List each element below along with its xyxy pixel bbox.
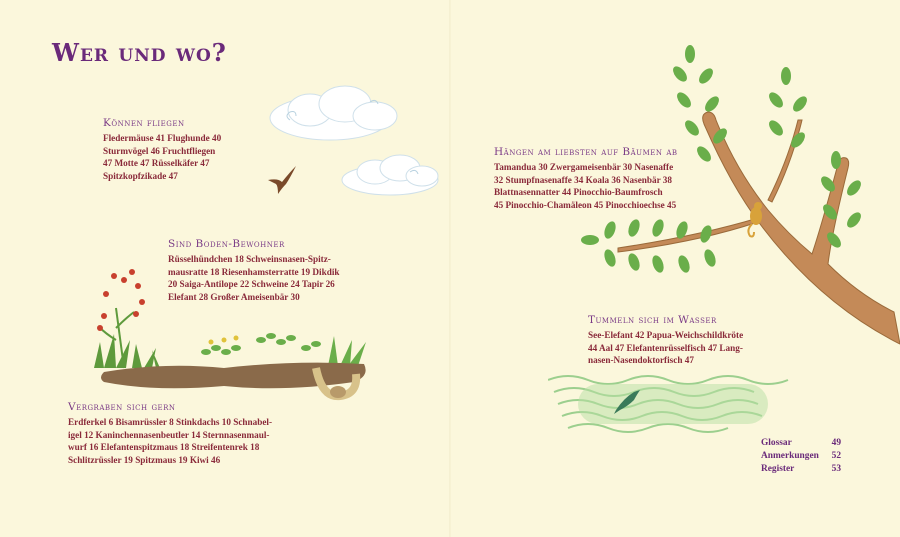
text-line: 47 Motte 47 Rüsselkäfer 47: [103, 158, 210, 168]
section-body: [494, 161, 694, 211]
text-line: 44 Aal 47 Elefantenrüsselfisch 47 Lang-: [588, 342, 743, 353]
index-row[interactable]: [761, 463, 841, 476]
section-heading: Hängen am liebsten auf Bäumen ab: [494, 146, 678, 158]
section-body: [68, 416, 288, 466]
water-fill: [578, 384, 768, 424]
index-page: 49: [831, 438, 841, 448]
index-label: Anmerkungen: [761, 451, 819, 462]
section-heading: Vergraben sich gern: [68, 401, 176, 413]
water-illustration: [548, 370, 798, 442]
berries: [97, 269, 145, 331]
section-vergraben: [68, 401, 288, 466]
animal-in-burrow: [330, 386, 346, 398]
flowers: [209, 336, 239, 345]
index-page: 53: [831, 464, 841, 475]
section-heading: Tummeln sich im Wasser: [588, 314, 717, 326]
text-line: Sturmvögel 46 Fruchtfliegen: [103, 145, 216, 156]
text-line: Blattnasennatter 44 Pinocchio-Baumfrosch: [494, 187, 663, 197]
index-row[interactable]: [761, 450, 841, 463]
section-wasser: [588, 314, 788, 367]
grass-right: [328, 336, 366, 366]
page-title: Wer und wo?: [52, 38, 227, 67]
text-line: Tamandua 30 Zwergameisenbär 30 Nasenaffe: [494, 162, 674, 172]
text-line: 45 Pinocchio-Chamäleon 45 Pinocchioechse 45: [494, 199, 677, 210]
text-line: See-Elefant 42 Papua-Weichschildkröte: [588, 330, 744, 340]
section-body: [103, 132, 273, 182]
clouds-bird-illustration: [260, 80, 450, 210]
cloud-upper: [270, 86, 397, 140]
cloud-lower: [342, 155, 438, 195]
ground-burrow-illustration: [86, 268, 376, 410]
section-fliegen: [103, 117, 273, 182]
text-line: Fledermäuse 41 Flughunde 40: [103, 133, 222, 143]
section-heading: Können fliegen: [103, 117, 185, 129]
text-line: 32 Stumpfnasenaffe 34 Koala 36 Nasenbär 38: [494, 174, 672, 185]
text-line: Schlitzrüssler 19 Spitzmaus 19 Kiwi 46: [68, 454, 221, 465]
index-list: [761, 437, 841, 477]
index-label: Register: [761, 464, 795, 475]
section-body: [588, 329, 788, 367]
section-baeume: [494, 146, 694, 211]
text-line: Elefant 28 Großer Ameisenbär 30: [168, 291, 300, 302]
text-line: Erdferkel 6 Bisamrüssler 8 Stinkdachs 10 Schnabel-: [68, 417, 273, 427]
index-label: Glossar: [761, 438, 792, 448]
section-heading: Sind Boden-Bewohner: [168, 238, 285, 250]
grass-left: [94, 334, 160, 368]
text-line: nasen-Nasendoktorfisch 47: [588, 355, 694, 365]
text-line: igel 12 Kaninchennasenbeutler 14 Sternnasenmaul-: [68, 429, 270, 440]
ferns: [201, 333, 321, 355]
text-line: mausratte 18 Riesenhamsterratte 19 Dikdik: [168, 266, 340, 277]
text-line: Rüsselhündchen 18 Schweinsnasen-Spitz-: [168, 254, 331, 264]
text-line: Spitzkopfzikade 47: [103, 170, 178, 181]
text-line: wurf 16 Elefantenspitzmaus 18 Streifentenrek 18: [68, 442, 260, 452]
index-row[interactable]: [761, 437, 841, 450]
index-page: 52: [831, 451, 841, 462]
text-line: 20 Saiga-Antilope 22 Schweine 24 Tapir 26: [168, 279, 335, 289]
